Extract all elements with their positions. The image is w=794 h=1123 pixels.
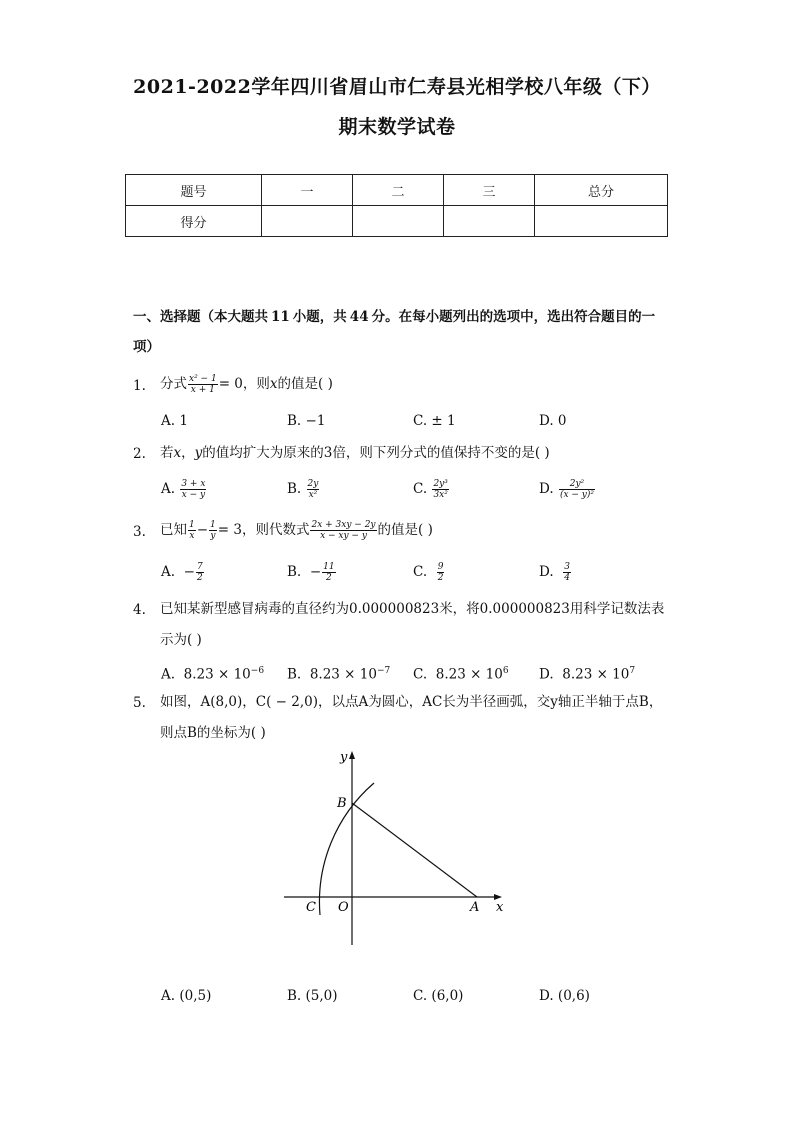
q4-option-d — [539, 661, 635, 685]
q4-option-c — [413, 661, 509, 685]
q2-var-y: y — [194, 445, 203, 461]
score-header-cell: 总分 — [535, 175, 668, 206]
q5-option-a: A. (0,5) — [161, 988, 212, 1004]
question-4-line1: 已知某新型感冒病毒的直径约为0.000000823米，将0.000000823用科学记数法表 — [160, 601, 665, 617]
question-number: 1. — [133, 378, 146, 394]
frac-den: x − y — [181, 490, 206, 500]
frac-den: (x − y)² — [559, 490, 594, 500]
q3-option-c — [413, 562, 445, 583]
q2-option-letter: C. — [413, 481, 428, 497]
score-cell — [535, 206, 668, 237]
q2-option-c — [413, 479, 450, 500]
frac-den: 2 — [437, 573, 444, 583]
frac-num: 1 — [210, 520, 216, 530]
q2-sep: ， — [181, 445, 195, 461]
q1-option-c: C. ± 1 — [413, 413, 456, 429]
score-header-cell: 一 — [262, 175, 353, 206]
question-number: 5. — [133, 695, 146, 711]
q5-option-b: B. (5,0) — [287, 988, 338, 1004]
q2-option-letter: D. — [539, 481, 554, 497]
q3-pre: 已知 — [160, 522, 187, 538]
q4-option-exponent: 6 — [502, 666, 509, 676]
q2-option-letter: B. — [287, 481, 302, 497]
q3-option-sign: − — [309, 564, 322, 580]
question-number: 4. — [133, 602, 146, 618]
label-o: O — [338, 900, 349, 915]
q3-option-fraction — [437, 562, 445, 583]
q4-option-b — [287, 661, 390, 685]
section-heading-line2: 项） — [133, 339, 160, 355]
score-table-header-row — [126, 175, 668, 206]
q1-option-a: A. 1 — [161, 413, 188, 429]
frac-num: 2y³ — [433, 479, 448, 489]
score-header-cell: 题号 — [126, 175, 262, 206]
frac-num: 2x + 3xy − 2y — [311, 520, 376, 530]
q1-var: x — [269, 376, 278, 392]
section-mid: 小题，共 — [292, 309, 347, 325]
score-header-cell: 二 — [353, 175, 444, 206]
frac-den: y — [210, 531, 216, 541]
score-table — [125, 174, 668, 237]
label-y: y — [340, 750, 348, 765]
segment-ab — [352, 803, 477, 897]
q3-option-fraction — [322, 562, 335, 583]
frac-den: x − xy − y — [320, 531, 367, 541]
q4-option-exponent: −6 — [250, 666, 265, 676]
frac-num: 11 — [323, 562, 335, 572]
q3-minus: − — [196, 522, 209, 538]
q3-option-sign: − — [183, 564, 195, 580]
q4-option-base: 8.23 × 10 — [435, 666, 503, 683]
label-c: C — [306, 900, 316, 915]
question-1-stem — [160, 374, 333, 395]
section-label: 一、选择题（本大题共 — [133, 309, 268, 325]
frac-num: 9 — [437, 562, 444, 572]
q3-option-letter: A. — [161, 564, 176, 580]
q3-option-letter: B. — [287, 564, 302, 580]
q3-option-letter: C. — [413, 564, 428, 580]
q3-option-b — [287, 562, 337, 583]
frac-num: 3 + x — [181, 479, 206, 489]
frac-den: 2 — [196, 573, 203, 583]
frac-den: x² — [308, 490, 318, 500]
q4-option-base: 8.23 × 10 — [183, 666, 251, 683]
exam-title-line2: 期末数学试卷 — [338, 116, 456, 138]
q1-frac-den: x + 1 — [190, 385, 215, 395]
q3-option-a — [161, 562, 205, 583]
q3-option-fraction — [196, 562, 204, 583]
question-4-line2: 示为( ) — [160, 632, 202, 648]
q4-option-a — [161, 661, 264, 685]
q3-mid: = 3，则代数式 — [217, 522, 310, 538]
q3-post: 的值是( ) — [377, 522, 433, 538]
q1-post: = 0，则 — [218, 376, 270, 392]
frac-num: 2y — [307, 479, 319, 489]
q2-text-b: 的值均扩大为原来的3倍，则下列分式的值保持不变的是( ) — [202, 445, 550, 461]
q1-frac-num: x² − 1 — [189, 374, 217, 384]
q4-option-base: 8.23 × 10 — [562, 666, 630, 683]
q3-option-d — [539, 562, 572, 583]
section-count: 11 — [271, 309, 290, 325]
q5-option-c: C. (6,0) — [413, 988, 464, 1004]
frac-den: 4 — [564, 573, 570, 583]
frac-num: 1 — [189, 520, 195, 530]
q2-option-fraction — [307, 479, 320, 500]
score-table-score-row — [126, 206, 668, 237]
q4-option-exponent: 7 — [629, 666, 636, 676]
label-x: x — [496, 900, 504, 915]
question-number: 3. — [133, 524, 146, 540]
q4-option-exponent: −7 — [376, 666, 391, 676]
q2-option-fraction — [432, 479, 448, 500]
question-5-line1: 如图，A(8,0)，C( − 2,0)，以点A为圆心，AC长为半径画弧，交y轴正半轴于点B， — [160, 694, 663, 710]
q4-option-letter: B. — [287, 666, 302, 683]
q4-option-base: 8.23 × 10 — [309, 666, 377, 683]
q3-fraction-3 — [310, 520, 376, 541]
frac-den: 3x² — [433, 490, 448, 500]
q1-pre: 分式 — [160, 376, 187, 392]
frac-den: 2 — [325, 573, 332, 583]
q3-option-letter: D. — [539, 564, 554, 580]
q2-text-a: 若 — [160, 445, 174, 461]
score-cell — [262, 206, 353, 237]
q1-option-b: B. −1 — [287, 413, 326, 429]
q1-fraction — [188, 374, 218, 395]
q2-option-fraction — [559, 479, 595, 500]
exam-title-line1: 2021-2022学年四川省眉山市仁寿县光相学校八年级（下） — [133, 76, 661, 98]
question-2-stem — [160, 443, 550, 463]
frac-den: x — [189, 531, 195, 541]
q2-option-fraction — [180, 479, 206, 500]
frac-num: 3 — [564, 562, 570, 572]
q1-option-d: D. 0 — [539, 413, 567, 429]
y-axis-arrow — [349, 751, 355, 759]
section-heading — [133, 307, 655, 327]
score-cell — [353, 206, 444, 237]
q2-option-letter: A. — [161, 481, 176, 497]
q2-option-d — [539, 479, 596, 500]
frac-num: 2y² — [559, 479, 595, 490]
q2-option-b — [287, 479, 320, 500]
section-tail: 分。在每小题列出的选项中，选出符合题目的一 — [371, 309, 656, 325]
question-number: 2. — [133, 446, 146, 462]
q3-fraction-2 — [209, 520, 217, 541]
q5-option-d: D. (0,6) — [539, 988, 590, 1004]
q1-post2: 的值是( ) — [277, 376, 333, 392]
question-3-stem — [160, 520, 433, 541]
label-b: B — [337, 796, 347, 811]
q4-option-letter: D. — [539, 666, 554, 683]
score-cell — [444, 206, 535, 237]
coordinate-figure — [270, 745, 530, 965]
q4-option-letter: C. — [413, 666, 428, 683]
frac-num: 7 — [196, 562, 203, 572]
section-points: 44 — [349, 309, 369, 325]
q3-fraction-1 — [188, 520, 196, 541]
score-row-label: 得分 — [126, 206, 262, 237]
q2-option-a — [161, 479, 207, 500]
label-a: A — [470, 900, 480, 915]
q2-var-x: x — [173, 445, 182, 461]
q3-option-fraction — [563, 562, 571, 583]
question-5-line2: 则点B的坐标为( ) — [160, 725, 266, 741]
q4-option-letter: A. — [161, 666, 176, 683]
score-header-cell: 三 — [444, 175, 535, 206]
arc-cb — [319, 783, 374, 915]
